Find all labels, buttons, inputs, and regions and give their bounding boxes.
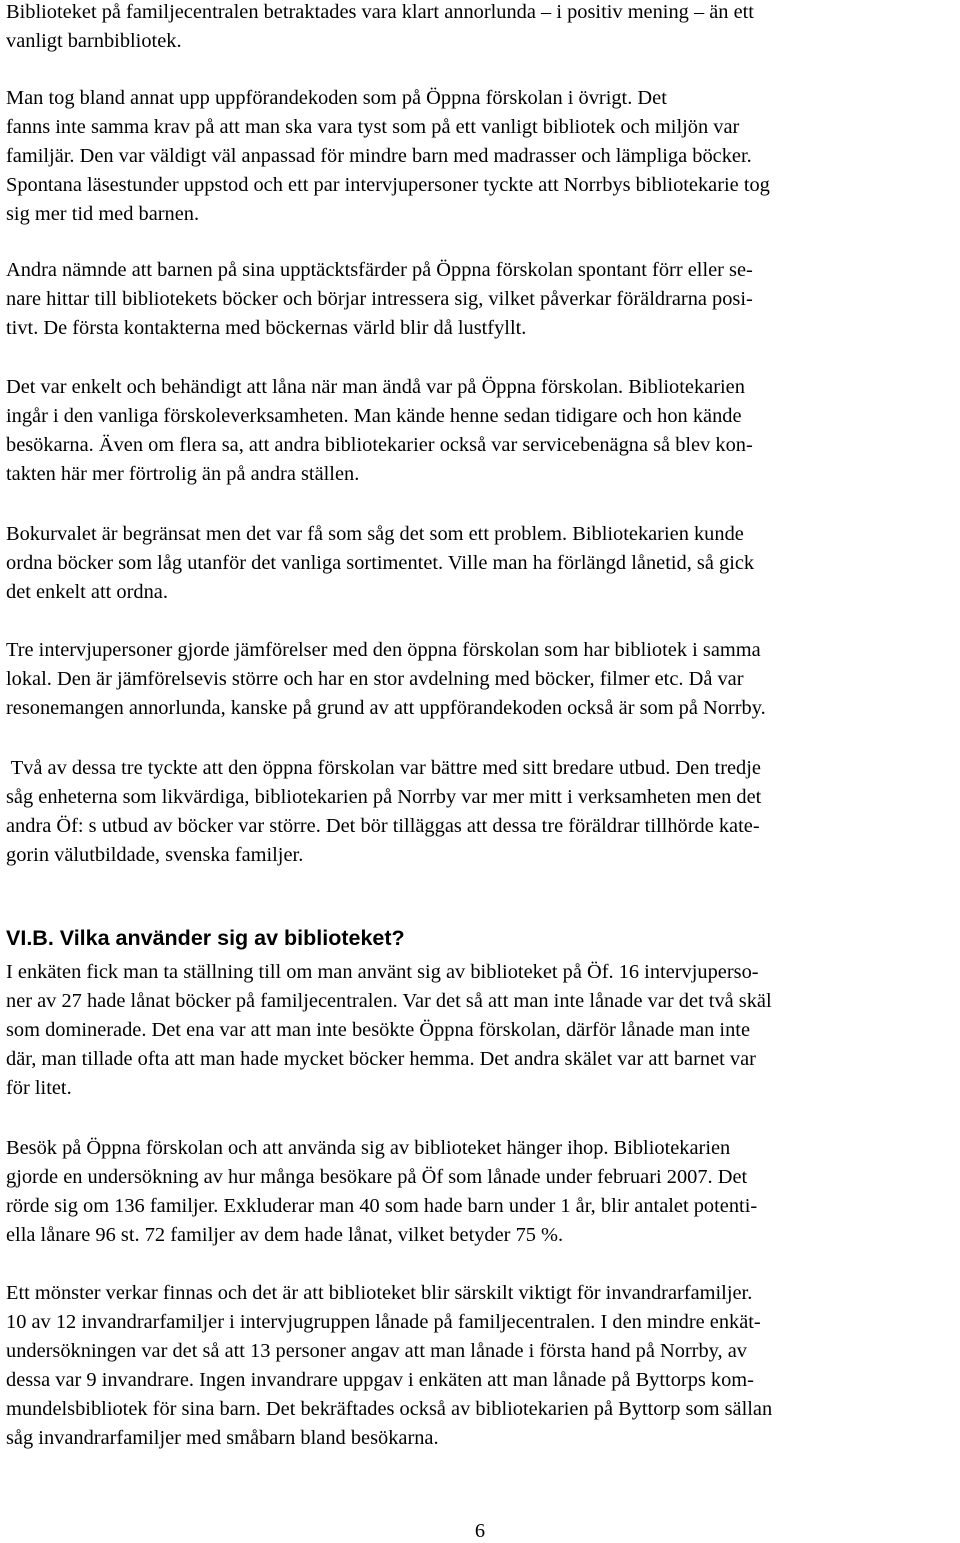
text-line: andra Öf: s utbud av böcker var större. Det bör tilläggas att dessa tre föräldrar tillhörde kate-	[6, 815, 760, 837]
section-paragraph-3	[6, 1279, 956, 1453]
text-line: rörde sig om 136 familjer. Exkluderar man 40 som hade barn under 1 år, blir antalet potenti-	[6, 1195, 758, 1217]
text-line: Tre intervjupersoner gjorde jämförelser med den öppna förskolan som har bibliotek i samma	[6, 639, 761, 661]
paragraph-7	[6, 754, 956, 870]
page-number: 6	[474, 1520, 486, 1542]
text-line: familjär. Den var väldigt väl anpassad för mindre barn med madrasser och lämpliga böcker.	[6, 145, 752, 167]
text-line: Besök på Öppna förskolan och att använda sig av biblioteket hänger ihop. Bibliotekarien	[6, 1137, 731, 1159]
text-line: såg enheterna som likvärdiga, bibliotekarien på Norrby var mer mitt i verksamheten men det	[6, 786, 762, 808]
text-line: för litet.	[6, 1077, 72, 1099]
text-line: ner av 27 hade lånat böcker på familjecentralen. Var det så att man inte lånade var det två skäl	[6, 990, 772, 1012]
text-line: Andra nämnde att barnen på sina upptäcktsfärder på Öppna förskolan spontant förr eller se-	[6, 259, 753, 281]
text-line: det enkelt att ordna.	[6, 581, 168, 603]
text-line: Ett mönster verkar finnas och det är att biblioteket blir särskilt viktigt för invandrarfamiljer.	[6, 1282, 753, 1304]
text-line: Bokurvalet är begränsat men det var få som såg det som ett problem. Bibliotekarien kunde	[6, 523, 744, 545]
text-line: Två av dessa tre tyckte att den öppna förskolan var bättre med sitt bredare utbud. Den tredje	[6, 757, 761, 779]
text-line: fanns inte samma krav på att man ska vara tyst som på ett vanligt bibliotek och miljön var	[6, 116, 740, 138]
section-paragraph-2	[6, 1134, 956, 1250]
text-line: vanligt barnbibliotek.	[6, 30, 182, 52]
text-line: takten här mer förtrolig än på andra ställen.	[6, 463, 360, 485]
text-line: tivt. De första kontakterna med böckernas värld blir då lustfyllt.	[6, 317, 527, 339]
text-line: Man tog bland annat upp uppförandekoden som på Öppna förskolan i övrigt. Det	[6, 87, 667, 109]
paragraph-3	[6, 256, 956, 343]
text-line: ordna böcker som låg utanför det vanliga sortimentet. Ville man ha förlängd lånetid, så gick	[6, 552, 755, 574]
text-line: besökarna. Även om flera sa, att andra bibliotekarier också var servicebenägna så blev kon-	[6, 434, 753, 456]
paragraph-4	[6, 373, 956, 489]
text-line: såg invandrarfamiljer med småbarn bland besökarna.	[6, 1427, 439, 1449]
text-line: undersökningen var det så att 13 personer angav att man lånade i första hand på Norrby, av	[6, 1340, 747, 1362]
text-line: sig mer tid med barnen.	[6, 203, 200, 225]
text-line: gjorde en undersökning av hur många besökare på Öf som lånade under februari 2007. Det	[6, 1166, 748, 1188]
text-line: I enkäten fick man ta ställning till om man använt sig av biblioteket på Öf. 16 intervjuperso-	[6, 961, 759, 983]
text-line: ingår i den vanliga förskoleverksamheten. Man kände henne sedan tidigare och hon kände	[6, 405, 742, 427]
text-line: nare hittar till bibliotekets böcker och börjar intressera sig, vilket påverkar föräldrarna posi-	[6, 288, 753, 310]
text-line: Biblioteket på familjecentralen betraktades vara klart annorlunda – i positiv mening – än ett	[6, 1, 754, 23]
text-line: dessa var 9 invandrare. Ingen invandrare uppgav i enkäten att man lånade på Byttorps kom-	[6, 1369, 754, 1391]
text-line: som dominerade. Det ena var att man inte besökte Öppna förskolan, därför lånade man inte	[6, 1019, 750, 1041]
section-heading: VI.B. Vilka använder sig av biblioteket?	[6, 926, 405, 950]
text-line: Spontana läsestunder uppstod och ett par intervjupersoner tyckte att Norrbys bibliotekarie tog	[6, 174, 770, 196]
text-line: 10 av 12 invandrarfamiljer i intervjugruppen lånade på familjecentralen. I den mindre enkät-	[6, 1311, 761, 1333]
text-line: Det var enkelt och behändigt att låna när man ändå var på Öppna förskolan. Bibliotekarien	[6, 376, 745, 398]
text-line: gorin välutbildade, svenska familjer.	[6, 844, 304, 866]
section-paragraph-1	[6, 958, 956, 1103]
text-line: ella lånare 96 st. 72 familjer av dem hade lånat, vilket betyder 75 %.	[6, 1224, 564, 1246]
text-line: resonemangen annorlunda, kanske på grund av att uppförandekoden också är som på Norrby.	[6, 697, 766, 719]
text-line: där, man tillade ofta att man hade mycket böcker hemma. Det andra skälet var att barnet var	[6, 1048, 756, 1070]
paragraph-1	[6, 0, 956, 56]
paragraph-6	[6, 636, 956, 723]
text-line: mundelsbibliotek för sina barn. Det bekräftades också av bibliotekarien på Byttorp som sällan	[6, 1398, 773, 1420]
paragraph-5	[6, 520, 956, 607]
paragraph-2	[6, 84, 956, 229]
text-line: lokal. Den är jämförelsevis större och har en stor avdelning med böcker, filmer etc. Då var	[6, 668, 744, 690]
